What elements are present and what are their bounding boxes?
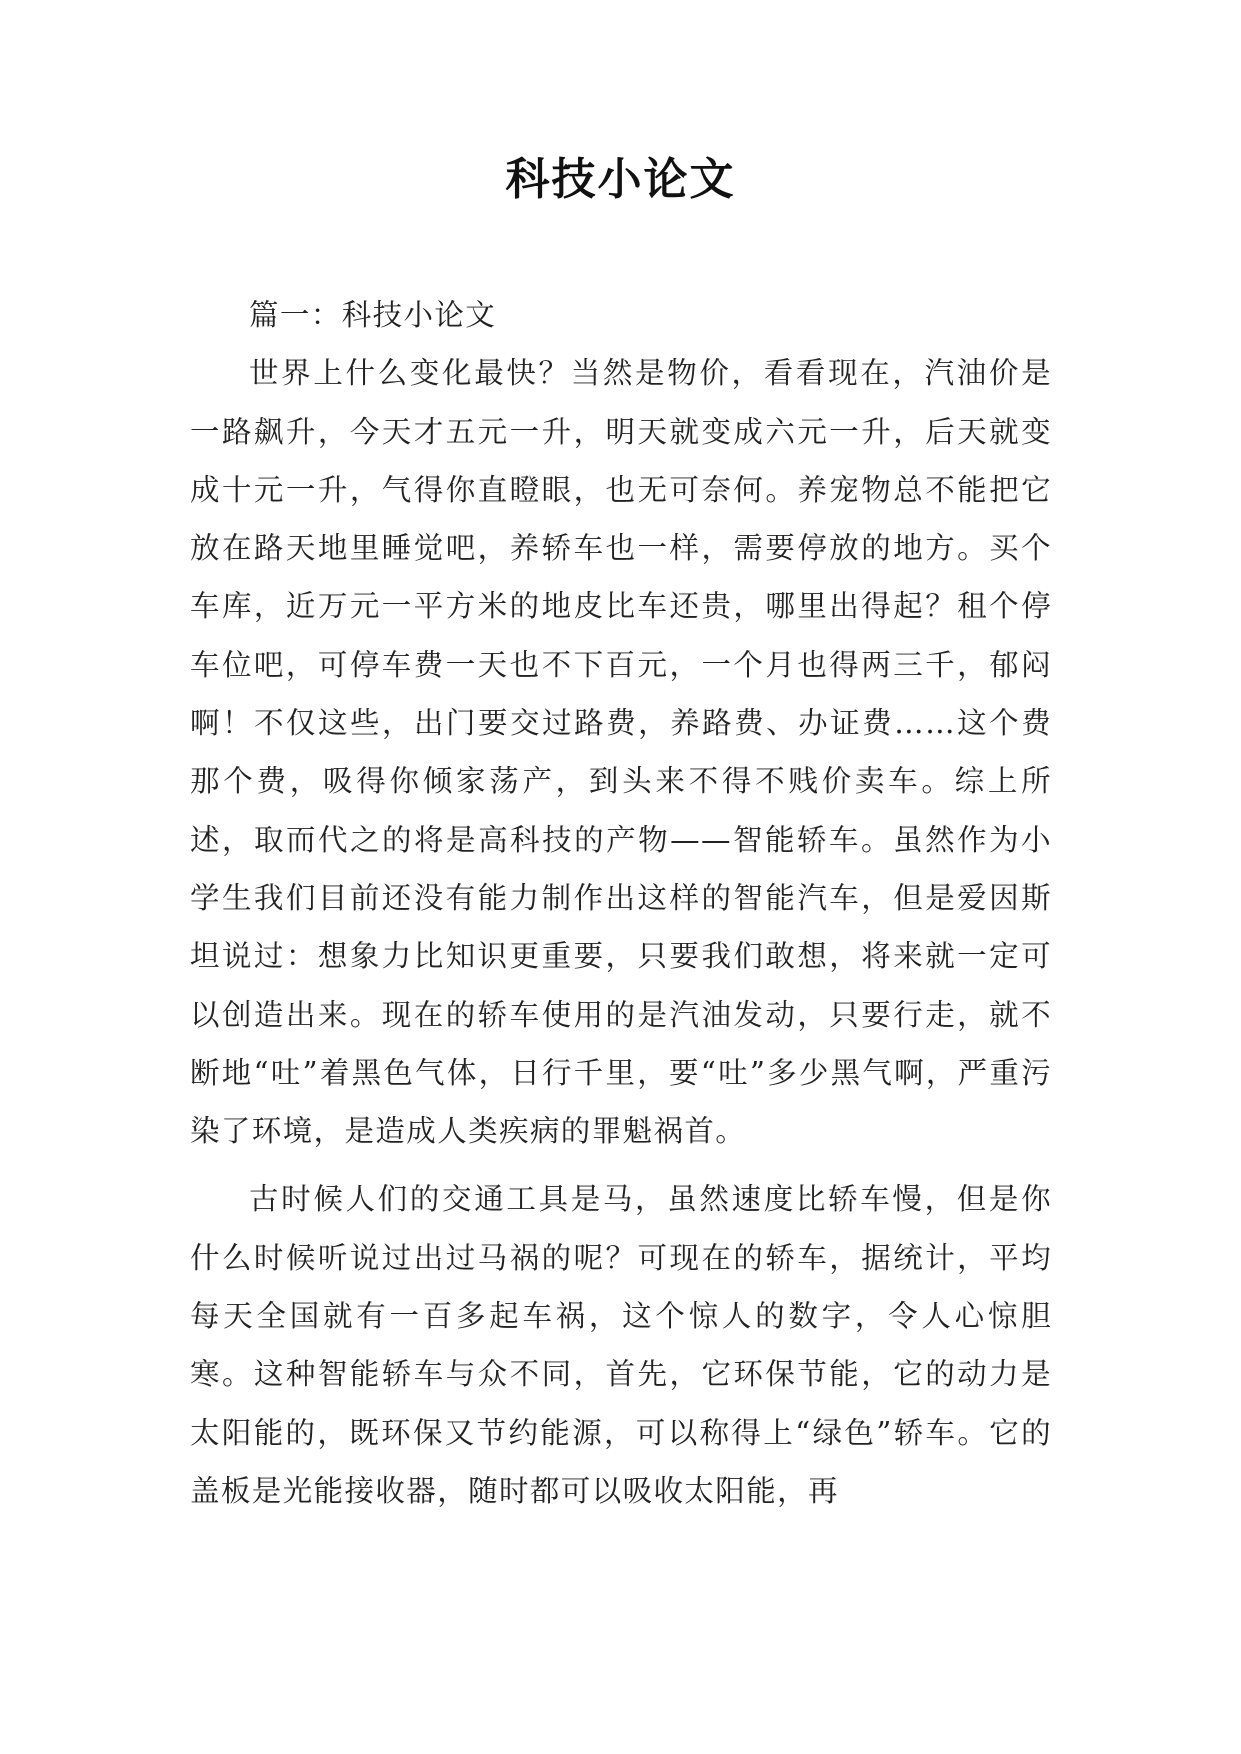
document-title: 科技小论文 bbox=[505, 154, 736, 205]
section-heading: 篇一：科技小论文 bbox=[249, 298, 497, 332]
paragraph-1: 世界上什么变化最快？当然是物价，看看现在，汽油价是一路飙升，今天才五元一升，明天就变成六元一升，后天就变成十元一升，气得你直瞪眼，也无可奈何。养宠物总不能把它放在路天地里睡觉吧，养轿车也一样，需要停放的地方。买个车库，近万元一平方米的地皮比车还贵，哪里出得起？租个停车位吧，可停车费一天也不下百元，一个月也得两三千，郁闷啊！不仅这些，出门要交过路费，养路费、办证费……这个费那个费，吸得你倾家荡产，到头来不得不贱价卖车。综上所述，取而代之的将是高科技的产物——智能轿车。虽然作为小学生我们目前还没有能力制作出这样的智能汽车，但是爱因斯坦说过：想象力比知识更重要，只要我们敢想，将来就一定可以创造出来。现在的轿车使用的是汽油发动，只要行走，就不断地“吐”着黑色气体，日行千里，要“吐”多少黑气啊，严重污染了环境，是造成人类疾病的罪魁祸首。 bbox=[190, 356, 1052, 1149]
document-body bbox=[190, 286, 1052, 1520]
paragraph-2: 古时候人们的交通工具是马，虽然速度比轿车慢，但是你什么时候听说过出过马祸的呢？可现在的轿车，据统计，平均每天全国就有一百多起车祸，这个惊人的数字，令人心惊胆寒。这种智能轿车与众不同，首先，它环保节能，它的动力是太阳能的，既环保又节约能源，可以称得上“绿色”轿车。它的盖板是光能接收器，随时都可以吸收太阳能，再 bbox=[190, 1182, 1052, 1508]
